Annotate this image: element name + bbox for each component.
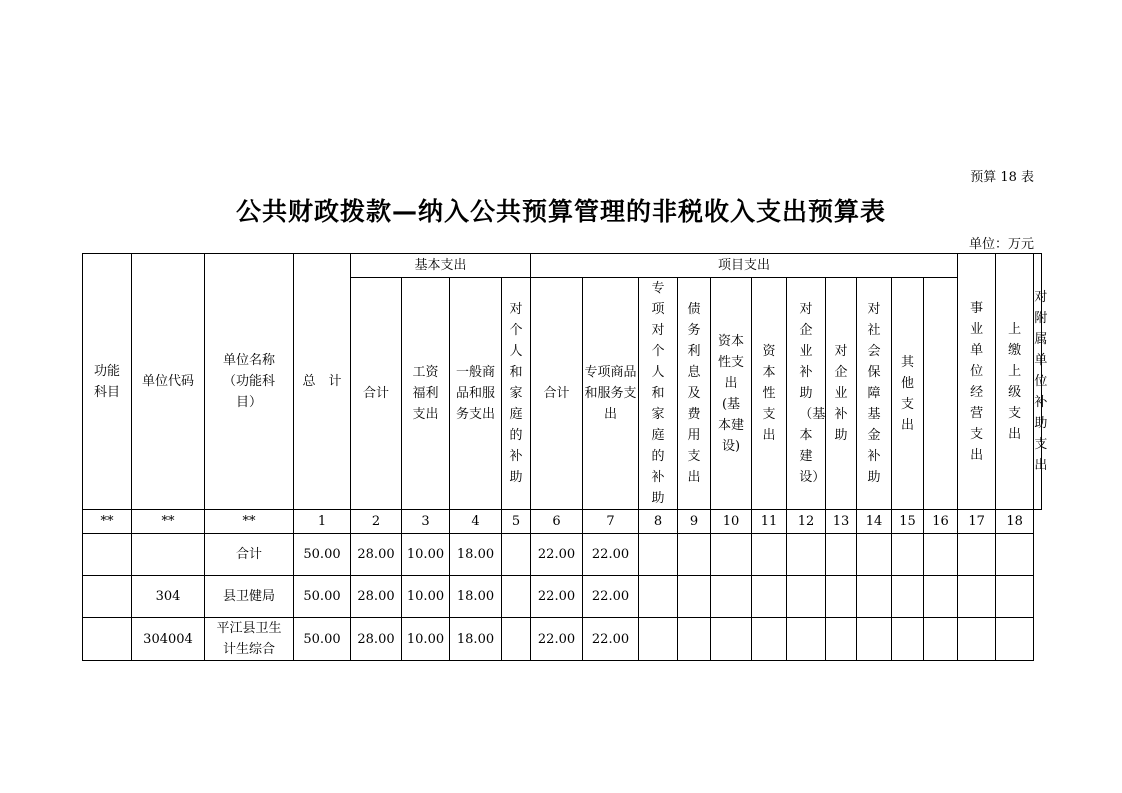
cell-empty (678, 534, 711, 576)
cell-empty (924, 576, 958, 618)
header-personal: 对个人和家庭的补助 (502, 278, 531, 510)
header-goods: 一般商品和服务支出 (450, 278, 502, 510)
index-cell: 3 (402, 510, 450, 534)
cell-empty (892, 618, 924, 661)
cell-proj-total: 22.00 (531, 576, 583, 618)
form-number: 预算 18 表 (970, 170, 1034, 185)
cell-code: 304 (132, 576, 205, 618)
cell-code (132, 534, 205, 576)
cell-empty (826, 576, 857, 618)
table-row (83, 534, 1042, 576)
index-cell: 12 (787, 510, 826, 534)
index-cell: 1 (294, 510, 351, 534)
cell-empty (826, 618, 857, 661)
header-affiliate: 对附属单位补助支出 (1034, 254, 1042, 510)
cell-empty (958, 576, 996, 618)
cell-empty (924, 618, 958, 661)
index-cell: 9 (678, 510, 711, 534)
cell-personal (502, 576, 531, 618)
cell-empty (857, 576, 892, 618)
header-enterprise: 对企业补助 (826, 278, 857, 510)
cell-func (83, 534, 132, 576)
cell-empty (711, 576, 752, 618)
cell-empty (857, 534, 892, 576)
cell-proj-total: 22.00 (531, 618, 583, 661)
cell-salary: 10.00 (402, 534, 450, 576)
cell-special-goods: 22.00 (583, 534, 639, 576)
cell-empty (787, 534, 826, 576)
table-row (83, 576, 1042, 618)
cell-empty (787, 576, 826, 618)
index-cell: 2 (351, 510, 402, 534)
cell-name: 平江县卫生计生综合 (205, 618, 294, 661)
cell-total: 50.00 (294, 576, 351, 618)
header-special-goods: 专项商品和服务支出 (583, 278, 639, 510)
header-basic-expense: 基本支出 (351, 254, 531, 278)
header-special-personal: 专项对个人和家庭的补助 (639, 278, 678, 510)
header-salary: 工资福利支出 (402, 278, 450, 510)
cell-special-goods: 22.00 (583, 618, 639, 661)
index-cell: 18 (996, 510, 1034, 534)
index-cell: ** (132, 510, 205, 534)
cell-empty (958, 534, 996, 576)
header-unit-code: 单位代码 (132, 254, 205, 510)
cell-empty (958, 618, 996, 661)
cell-empty (711, 534, 752, 576)
cell-empty (892, 534, 924, 576)
cell-proj-total: 22.00 (531, 534, 583, 576)
header-capital: 资本性支出 (752, 278, 787, 510)
cell-salary: 10.00 (402, 618, 450, 661)
cell-empty (752, 618, 787, 661)
cell-empty (639, 534, 678, 576)
cell-goods: 18.00 (450, 576, 502, 618)
cell-func (83, 576, 132, 618)
index-cell: 15 (892, 510, 924, 534)
cell-personal (502, 618, 531, 661)
cell-empty (996, 576, 1034, 618)
index-cell: 10 (711, 510, 752, 534)
cell-empty (996, 534, 1034, 576)
header-debt: 债务利息及费用支出 (678, 278, 711, 510)
index-cell: 6 (531, 510, 583, 534)
cell-empty (996, 618, 1034, 661)
header-unit-name: 单位名称（功能科目） (205, 254, 294, 510)
cell-empty (678, 618, 711, 661)
index-cell: 13 (826, 510, 857, 534)
header-total: 总 计 (294, 254, 351, 510)
cell-empty (752, 534, 787, 576)
cell-empty (639, 576, 678, 618)
cell-basic-total: 28.00 (351, 534, 402, 576)
cell-code: 304004 (132, 618, 205, 661)
cell-empty (857, 618, 892, 661)
index-cell: 14 (857, 510, 892, 534)
cell-basic-total: 28.00 (351, 576, 402, 618)
cell-special-goods: 22.00 (583, 576, 639, 618)
cell-goods: 18.00 (450, 618, 502, 661)
index-cell: 7 (583, 510, 639, 534)
cell-empty (787, 618, 826, 661)
budget-table (82, 253, 1048, 661)
index-cell: 11 (752, 510, 787, 534)
cell-empty (639, 618, 678, 661)
cell-empty (711, 618, 752, 661)
header-func-subject: 功能科目 (83, 254, 132, 510)
header-proj-total: 合计 (531, 278, 583, 510)
index-cell: 8 (639, 510, 678, 534)
cell-personal (502, 534, 531, 576)
table-row (83, 618, 1042, 661)
index-cell: 4 (450, 510, 502, 534)
header-other: 其他支出 (892, 278, 924, 510)
header-social: 对社会保障基金补助 (857, 278, 892, 510)
header-superior: 上缴上级支出 (996, 254, 1034, 510)
cell-total: 50.00 (294, 534, 351, 576)
index-cell: 17 (958, 510, 996, 534)
header-basic-total: 合计 (351, 278, 402, 510)
header-biz-oper: 事业单位经营支出 (958, 254, 996, 510)
index-row (83, 510, 1042, 534)
cell-basic-total: 28.00 (351, 618, 402, 661)
cell-empty (892, 576, 924, 618)
unit-label: 单位：万元 (968, 237, 1034, 252)
cell-goods: 18.00 (450, 534, 502, 576)
cell-name: 合计 (205, 534, 294, 576)
cell-empty (678, 576, 711, 618)
cell-empty (752, 576, 787, 618)
index-cell: ** (205, 510, 294, 534)
cell-name: 县卫健局 (205, 576, 294, 618)
cell-empty (924, 534, 958, 576)
index-cell: 5 (502, 510, 531, 534)
cell-salary: 10.00 (402, 576, 450, 618)
header-project-expense: 项目支出 (531, 254, 958, 278)
header-enterprise-basic: 对企业补助（基本建设） (787, 278, 826, 510)
page-title: 公共财政拨款—纳入公共预算管理的非税收入支出预算表 (235, 197, 886, 226)
cell-total: 50.00 (294, 618, 351, 661)
cell-empty (826, 534, 857, 576)
cell-func (83, 618, 132, 661)
index-cell: 16 (924, 510, 958, 534)
header-capital-basic: 资本性支出(基本建设) (711, 278, 752, 510)
index-cell: ** (83, 510, 132, 534)
